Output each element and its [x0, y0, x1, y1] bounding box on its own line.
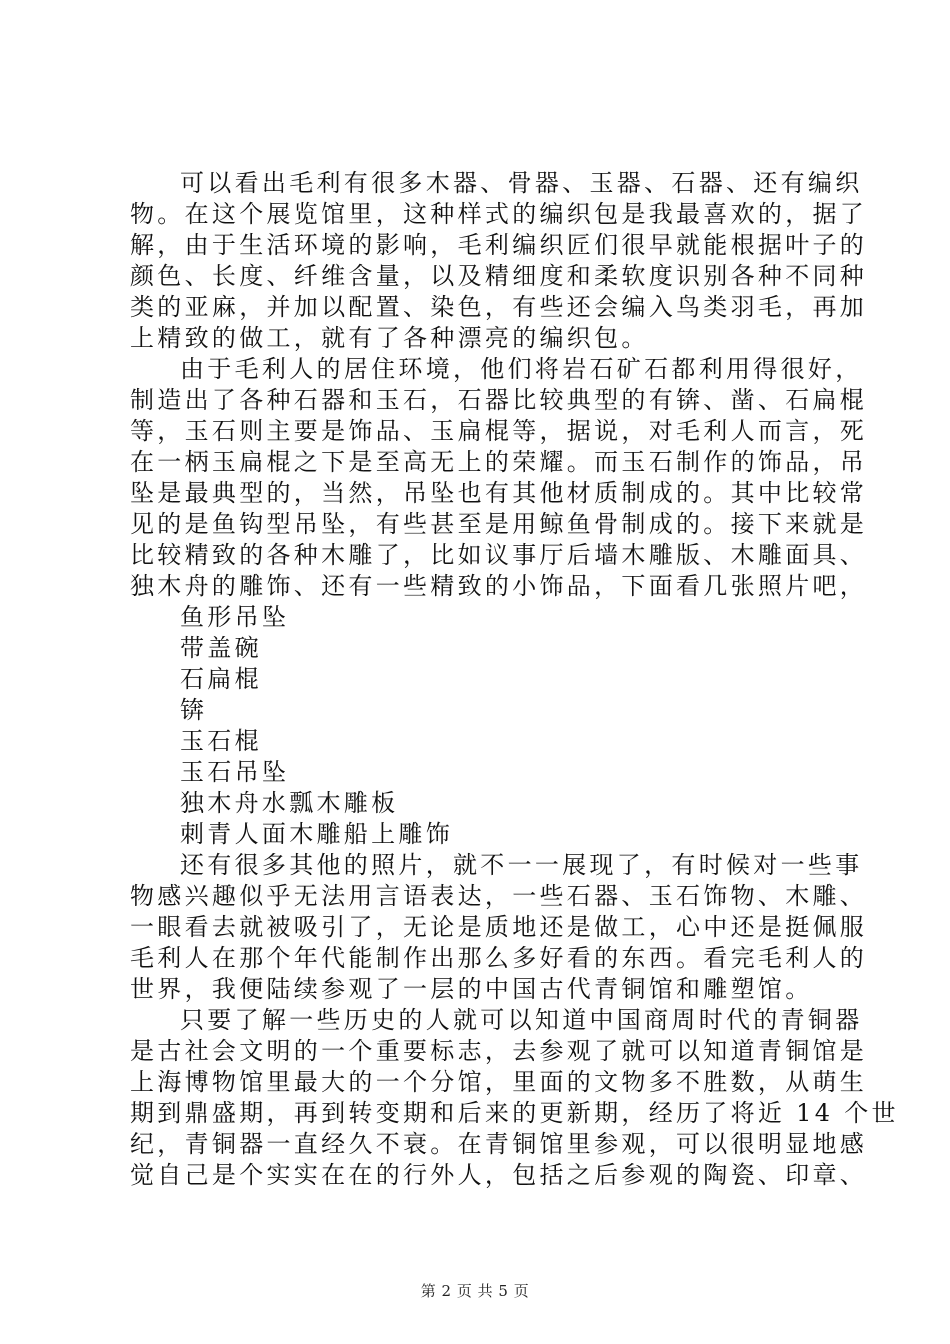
text-line: 独木舟水瓢木雕板 — [180, 789, 399, 817]
text-line: 一眼看去就被吸引了，无论是质地还是做工，心中还是挺佩服 — [130, 913, 868, 941]
text-line: 玉石棍 — [180, 727, 262, 755]
text-line: 颜色、长度、纤维含量，以及精细度和柔软度识别各种不同种 — [130, 262, 868, 290]
text-line: 玉石吊坠 — [180, 758, 290, 786]
text-line: 期到鼎盛期，再到转变期和后来的更新期，经历了将近 14 个世 — [130, 1099, 899, 1127]
page-footer: 第 2 页 共 5 页 — [420, 1282, 530, 1300]
text-line: 石扁棍 — [180, 665, 262, 693]
text-line: 类的亚麻，并加以配置、染色，有些还会编入鸟类羽毛，再加 — [130, 293, 868, 321]
text-line: 制造出了各种石器和玉石，石器比较典型的有锛、凿、石扁棍 — [130, 386, 868, 414]
text-line: 等，玉石则主要是饰品、玉扁棍等，据说，对毛利人而言，死 — [130, 417, 868, 445]
text-line: 物。在这个展览馆里，这种样式的编织包是我最喜欢的，据了 — [130, 200, 868, 228]
text-line: 世界，我便陆续参观了一层的中国古代青铜馆和雕塑馆。 — [130, 975, 813, 1003]
text-line: 坠是最典型的，当然，吊坠也有其他材质制成的。其中比较常 — [130, 479, 868, 507]
text-line: 是古社会文明的一个重要标志，去参观了就可以知道青铜馆是 — [130, 1037, 868, 1065]
text-line: 上海博物馆里最大的一个分馆，里面的文物多不胜数，从萌生 — [130, 1068, 868, 1096]
text-line: 鱼形吊坠 — [180, 603, 290, 631]
text-line: 刺青人面木雕船上雕饰 — [180, 820, 453, 848]
text-line: 比较精致的各种木雕了，比如议事厅后墙木雕版、木雕面具、 — [130, 541, 868, 569]
text-line: 解，由于生活环境的影响，毛利编织匠们很早就能根据叶子的 — [130, 231, 868, 259]
text-line: 物感兴趣似乎无法用言语表达，一些石器、玉石饰物、木雕、 — [130, 882, 868, 910]
text-line: 见的是鱼钩型吊坠，有些甚至是用鲸鱼骨制成的。接下来就是 — [130, 510, 868, 538]
text-line: 毛利人在那个年代能制作出那么多好看的东西。看完毛利人的 — [130, 944, 868, 972]
text-line: 纪，青铜器一直经久不衰。在青铜馆里参观，可以很明显地感 — [130, 1130, 868, 1158]
text-line: 带盖碗 — [180, 634, 262, 662]
text-line: 锛 — [180, 696, 208, 724]
text-line: 只要了解一些历史的人就可以知道中国商周时代的青铜器 — [180, 1006, 863, 1034]
text-line: 独木舟的雕饰、还有一些精致的小饰品，下面看几张照片吧， — [130, 572, 868, 600]
text-line: 由于毛利人的居住环境，他们将岩石矿石都利用得很好， — [180, 355, 863, 383]
text-line: 上精致的做工，就有了各种漂亮的编织包。 — [130, 324, 649, 352]
document-body — [130, 168, 899, 1191]
text-line: 可以看出毛利有很多木器、骨器、玉器、石器、还有编织 — [180, 169, 863, 197]
text-line: 在一柄玉扁棍之下是至高无上的荣耀。而玉石制作的饰品，吊 — [130, 448, 868, 476]
text-line: 还有很多其他的照片，就不一一展现了，有时候对一些事 — [180, 851, 863, 879]
text-line: 觉自己是个实实在在的行外人，包括之后参观的陶瓷、印章、 — [130, 1161, 868, 1189]
